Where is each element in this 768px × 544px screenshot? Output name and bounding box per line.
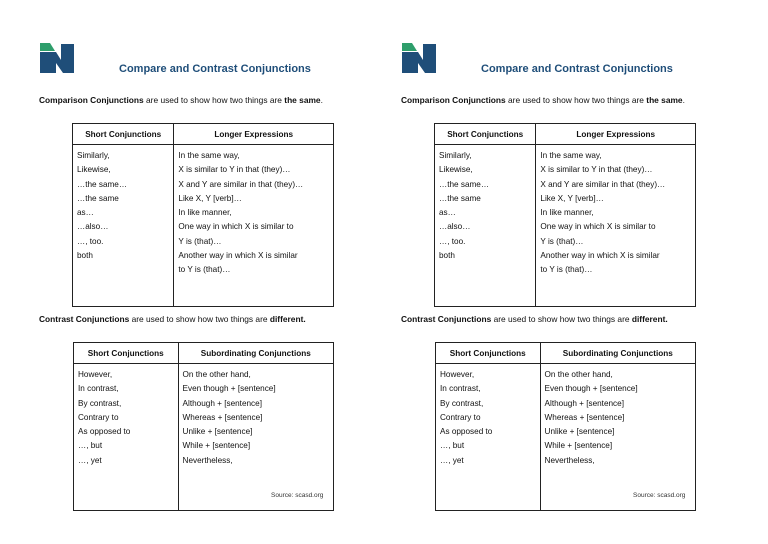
column-header: Short Conjunctions bbox=[435, 124, 536, 145]
list-item: Similarly, bbox=[439, 151, 472, 160]
list-item: Unlike + [sentence] bbox=[544, 427, 615, 437]
list-item: In contrast, bbox=[440, 384, 481, 394]
list-item: While + [sentence] bbox=[182, 441, 251, 451]
longer-expressions-cell bbox=[174, 145, 334, 307]
list-item: …, but bbox=[78, 441, 103, 451]
subordinating-conjunctions-cell bbox=[178, 364, 333, 511]
list-item: Even though + [sentence] bbox=[544, 384, 638, 394]
list-item: Like X, Y [verb]… bbox=[178, 193, 242, 203]
list-item: …the same bbox=[439, 193, 481, 203]
list-item: X is similar to Y in that (they)… bbox=[178, 165, 291, 175]
list-item: Nevertheless, bbox=[182, 455, 233, 465]
list-item: By contrast, bbox=[440, 398, 484, 408]
list-item: …, too. bbox=[439, 236, 466, 246]
list-item: Although + [sentence] bbox=[544, 398, 624, 408]
contrast-intro: Contrast Conjunctions are used to show how two things are different. bbox=[401, 314, 668, 324]
source-credit: Source: scasd.org bbox=[271, 492, 324, 499]
list-item: Whereas + [sentence] bbox=[544, 412, 625, 422]
list-item: …the same… bbox=[439, 179, 490, 189]
short-conjunctions-cell bbox=[74, 364, 179, 511]
list-item: While + [sentence] bbox=[544, 441, 613, 451]
list-item: to Y is (that)… bbox=[540, 265, 593, 275]
list-item: Even though + [sentence] bbox=[182, 384, 276, 394]
list-item: Unlike + [sentence] bbox=[182, 427, 253, 437]
list-item: …, yet bbox=[440, 455, 464, 465]
column-header: Subordinating Conjunctions bbox=[178, 343, 333, 364]
list-item: …, too. bbox=[77, 236, 104, 246]
contrast-table bbox=[73, 342, 334, 511]
comparison-intro: Comparison Conjunctions are used to show how two things are the same. bbox=[401, 95, 685, 105]
list-item: Another way in which X is similar bbox=[178, 251, 298, 261]
list-item: As opposed to bbox=[440, 427, 493, 437]
list-item: Y is (that)… bbox=[178, 236, 222, 246]
list-item: Contrary to bbox=[440, 412, 481, 422]
page-title: Compare and Contrast Conjunctions bbox=[119, 63, 311, 75]
column-header: Subordinating Conjunctions bbox=[540, 343, 695, 364]
list-item: X and Y are similar in that (they)… bbox=[540, 179, 666, 189]
list-item: X is similar to Y in that (they)… bbox=[540, 165, 653, 175]
list-item: Likewise, bbox=[439, 165, 473, 175]
list-item: On the other hand, bbox=[544, 370, 613, 379]
list-item: to Y is (that)… bbox=[178, 265, 231, 275]
list-item: both bbox=[439, 251, 455, 261]
page-title: Compare and Contrast Conjunctions bbox=[481, 63, 673, 75]
list-item: Nevertheless, bbox=[544, 455, 595, 465]
source-credit: Source: scasd.org bbox=[633, 492, 686, 499]
column-header: Short Conjunctions bbox=[74, 343, 179, 364]
list-item: By contrast, bbox=[78, 398, 122, 408]
list-item: In contrast, bbox=[78, 384, 119, 394]
list-item: …the same bbox=[77, 193, 119, 203]
list-item: However, bbox=[440, 370, 475, 379]
comparison-table bbox=[434, 123, 696, 307]
list-item: As opposed to bbox=[78, 427, 131, 437]
logo-icon bbox=[402, 41, 436, 73]
short-conjunctions-cell bbox=[435, 145, 536, 307]
column-header: Short Conjunctions bbox=[436, 343, 541, 364]
list-item: Y is (that)… bbox=[540, 236, 584, 246]
comparison-table bbox=[72, 123, 334, 307]
list-item: X and Y are similar in that (they)… bbox=[178, 179, 304, 189]
list-item: Like X, Y [verb]… bbox=[540, 193, 604, 203]
column-header: Short Conjunctions bbox=[73, 124, 174, 145]
list-item: One way in which X is similar to bbox=[540, 222, 656, 232]
list-item: In the same way, bbox=[178, 151, 240, 160]
column-header: Longer Expressions bbox=[174, 124, 334, 145]
contrast-intro: Contrast Conjunctions are used to show how two things are different. bbox=[39, 314, 306, 324]
column-header: Longer Expressions bbox=[536, 124, 696, 145]
list-item: One way in which X is similar to bbox=[178, 222, 294, 232]
list-item: In like manner, bbox=[178, 208, 232, 218]
list-item: both bbox=[77, 251, 93, 261]
list-item: …, yet bbox=[78, 455, 102, 465]
list-item: …also… bbox=[77, 222, 109, 232]
list-item: …the same… bbox=[77, 179, 128, 189]
list-item: Similarly, bbox=[77, 151, 110, 160]
short-conjunctions-cell bbox=[436, 364, 541, 511]
longer-expressions-cell bbox=[536, 145, 696, 307]
list-item: …also… bbox=[439, 222, 471, 232]
list-item: as… bbox=[439, 208, 456, 218]
list-item: In the same way, bbox=[540, 151, 602, 160]
list-item: However, bbox=[78, 370, 113, 379]
list-item: …, but bbox=[440, 441, 465, 451]
list-item: Another way in which X is similar bbox=[540, 251, 660, 261]
list-item: Contrary to bbox=[78, 412, 119, 422]
list-item: Likewise, bbox=[77, 165, 111, 175]
short-conjunctions-cell bbox=[73, 145, 174, 307]
list-item: Whereas + [sentence] bbox=[182, 412, 263, 422]
subordinating-conjunctions-cell bbox=[540, 364, 695, 511]
list-item: In like manner, bbox=[540, 208, 594, 218]
contrast-table bbox=[435, 342, 696, 511]
logo-icon bbox=[40, 41, 74, 73]
list-item: as… bbox=[77, 208, 94, 218]
comparison-intro: Comparison Conjunctions are used to show how two things are the same. bbox=[39, 95, 323, 105]
worksheet-panel-right bbox=[362, 0, 746, 544]
list-item: On the other hand, bbox=[182, 370, 251, 379]
list-item: Although + [sentence] bbox=[182, 398, 262, 408]
